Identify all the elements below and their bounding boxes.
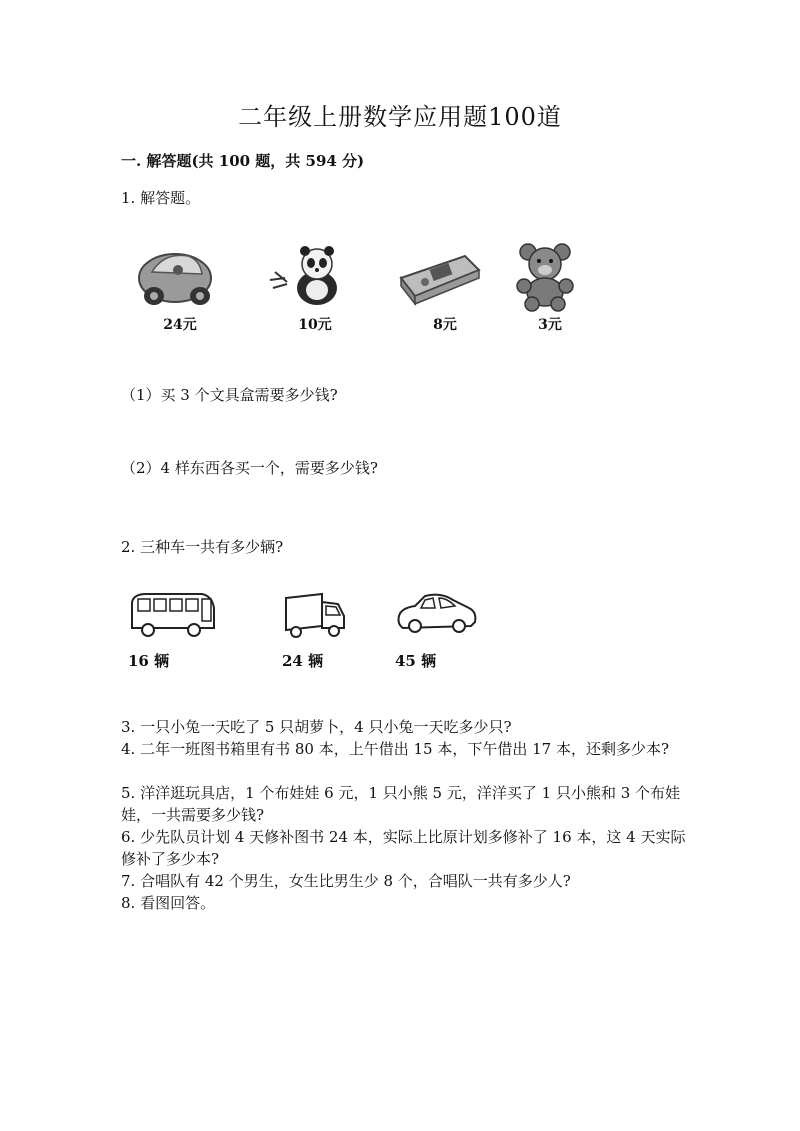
price-item xyxy=(500,238,600,338)
vehicle-count: 45 辆 xyxy=(395,652,437,670)
bus-icon xyxy=(128,590,218,645)
vehicle-count: 16 辆 xyxy=(128,652,170,670)
price-label: 3元 xyxy=(538,317,562,333)
vehicle-count: 24 辆 xyxy=(282,652,324,670)
question-5: 5. 洋洋逛玩具店，1 个布娃娃 6 元，1 只小熊 5 元，洋洋买了 1 只小熊和 3 个布娃娃，一共需要多少钱? xyxy=(121,784,681,824)
price-item xyxy=(265,238,365,338)
vehicles-row xyxy=(120,590,500,680)
question-8: 8. 看图回答。 xyxy=(121,894,216,912)
question-1-label: 1. 解答题。 xyxy=(121,189,201,207)
teddy-bear-icon xyxy=(500,238,590,313)
vehicle-item xyxy=(128,590,238,680)
panda-toy-icon xyxy=(265,238,355,313)
car-icon xyxy=(395,590,480,645)
vehicle-item xyxy=(282,590,392,680)
price-item xyxy=(395,238,495,338)
question-2-label: 2. 三种车一共有多少辆? xyxy=(121,538,284,556)
price-items-row xyxy=(130,238,600,338)
question-1-part-2: （2）4 样东西各买一个，需要多少钱? xyxy=(121,459,378,477)
question-4: 4. 二年一班图书箱里有书 80 本，上午借出 15 本，下午借出 17 本，还剩多少本? xyxy=(121,740,669,758)
price-label: 24元 xyxy=(163,317,197,333)
price-label: 8元 xyxy=(433,317,457,333)
vehicle-item xyxy=(395,590,505,680)
question-7: 7. 合唱队有 42 个男生，女生比男生少 8 个，合唱队一共有多少人? xyxy=(121,872,571,890)
page-title: 二年级上册数学应用题100道 xyxy=(238,103,562,131)
pencil-box-icon xyxy=(395,238,485,313)
question-3: 3. 一只小兔一天吃了 5 只胡萝卜，4 只小兔一天吃多少只? xyxy=(121,718,512,736)
question-6: 6. 少先队员计划 4 天修补图书 24 本，实际上比原计划多修补了 16 本，这 4 天实际修补了多少本? xyxy=(121,828,686,868)
toy-car-icon xyxy=(130,238,220,313)
truck-icon xyxy=(282,590,352,645)
price-label: 10元 xyxy=(298,317,332,333)
question-1-part-1: （1）买 3 个文具盒需要多少钱? xyxy=(121,386,338,404)
price-item xyxy=(130,238,230,338)
section-heading: 一. 解答题(共 100 题，共 594 分) xyxy=(121,152,365,170)
